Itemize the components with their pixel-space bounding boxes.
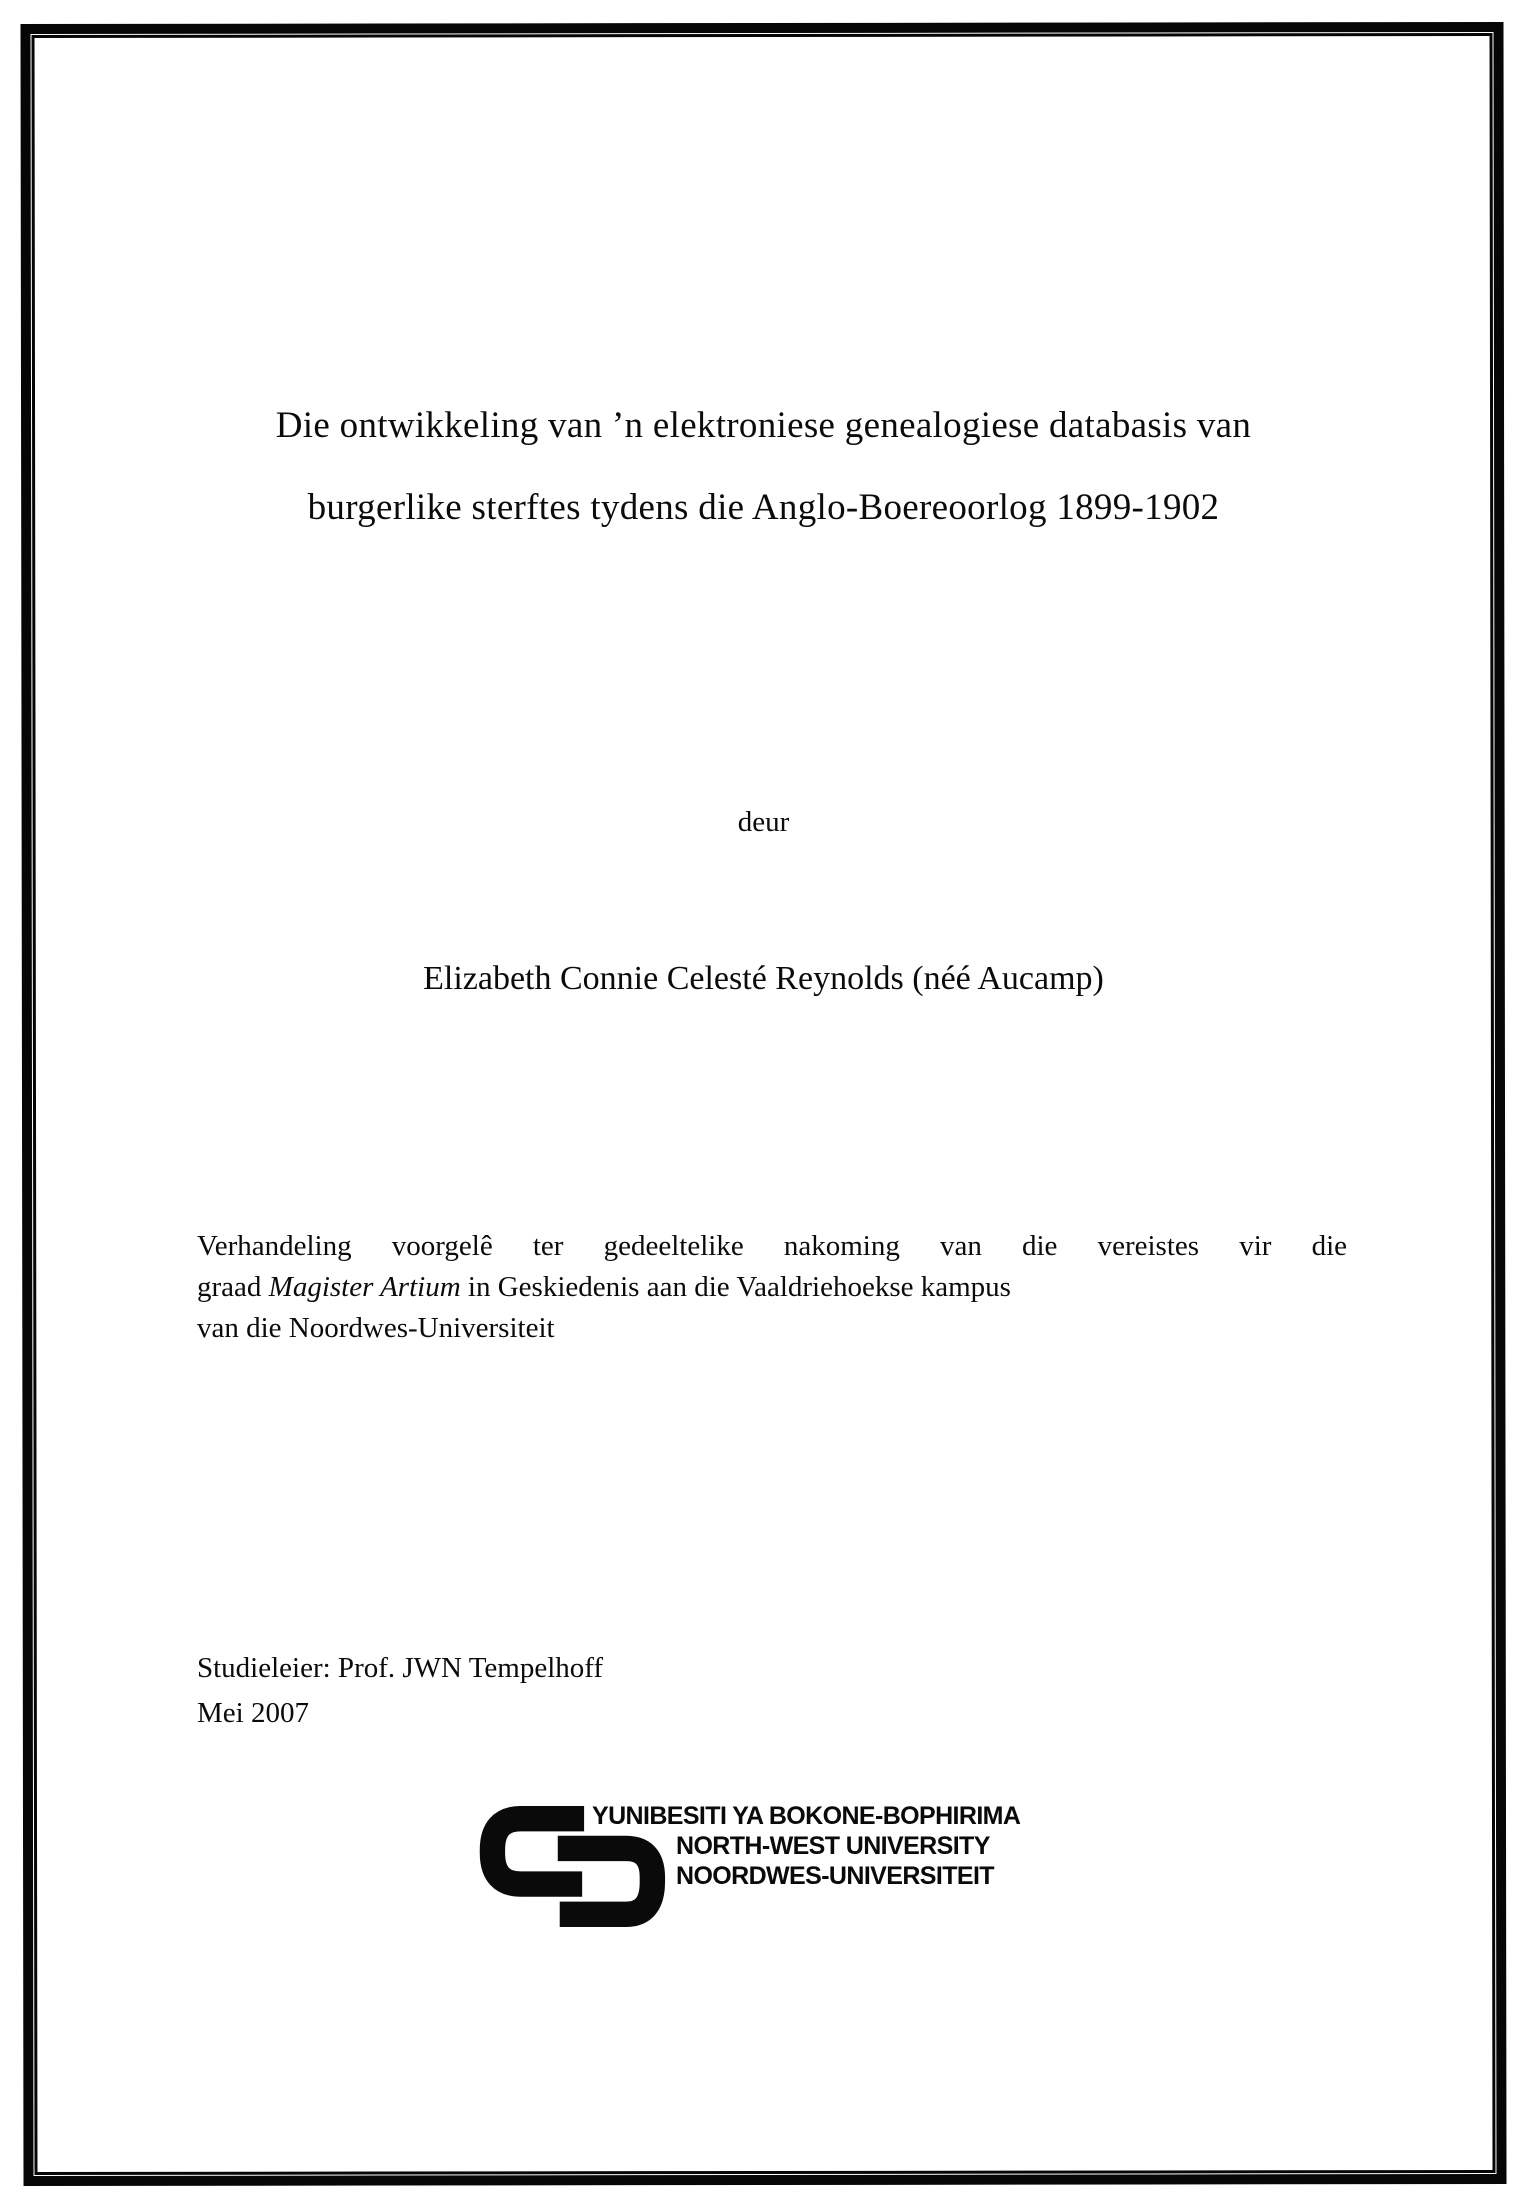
degree-statement-line-3: van die Noordwes-Universiteit	[197, 1312, 555, 1344]
university-logo	[470, 1799, 1170, 1944]
thesis-title	[0, 385, 1527, 549]
thesis-title-line-2: burgerlike sterftes tydens die Anglo-Boereoorlog 1899-1902	[307, 487, 1220, 528]
degree-statement-line-2-post: in Geskiedenis aan die Vaaldriehoekse kampus	[460, 1271, 1011, 1303]
degree-name: Magister Artium	[268, 1271, 461, 1303]
thesis-title-line-1: Die ontwikkeling van ’n elektroniese genealogiese databasis van	[275, 405, 1252, 446]
date-line: Mei 2007	[197, 1697, 309, 1729]
supervisor-and-date	[197, 1646, 603, 1736]
degree-statement-line-2	[197, 1267, 1347, 1308]
author-name: Elizabeth Connie Celesté Reynolds (néé Aucamp)	[423, 960, 1104, 997]
degree-statement-line-1: Verhandeling voorgelê ter gedeeltelike nakoming van die vereistes vir die	[197, 1230, 1347, 1262]
byline-label: deur	[737, 806, 790, 838]
degree-statement	[197, 1226, 1347, 1349]
degree-statement-line-2-pre: graad	[197, 1271, 269, 1303]
logo-text-line-1: YUNIBESITI YA BOKONE-BOPHIRIMA	[592, 1802, 1021, 1830]
logo-text-line-3: NOORDWES-UNIVERSITEIT	[676, 1862, 994, 1890]
supervisor-line: Studieleier: Prof. JWN Tempelhoff	[197, 1652, 604, 1684]
logo-text-line-2: NORTH-WEST UNIVERSITY	[676, 1832, 990, 1860]
